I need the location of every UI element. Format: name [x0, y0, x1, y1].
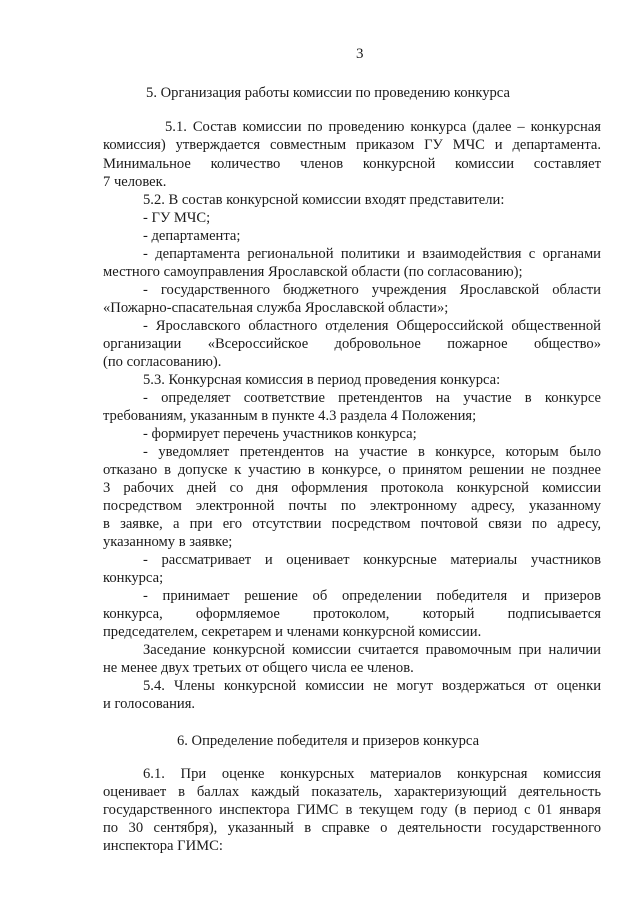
paragraph-line: отказано в допуске к участию в конкурсе, о принятом решении не позднее: [103, 462, 601, 478]
list-item: - определяет соответствие претендентов на участие в конкурсе: [143, 390, 601, 406]
paragraph-line: указанному в заявке;: [103, 534, 233, 550]
paragraph-line: «Пожарно-спасательная служба Ярославской области»;: [103, 300, 449, 316]
paragraph-line: Минимальное количество членов конкурсной комиссии составляет: [103, 156, 601, 172]
paragraph-line: 7 человек.: [103, 174, 167, 190]
list-item: - департамента;: [143, 228, 241, 244]
list-item: - департамента региональной политики и взаимодействия с органами: [143, 246, 601, 262]
list-item: - ГУ МЧС;: [143, 210, 211, 226]
paragraph-line: 5.1. Состав комиссии по проведению конкурса (далее – конкурсная: [165, 119, 601, 135]
paragraph-line: инспектора ГИМС:: [103, 838, 223, 854]
paragraph-line: в заявке, а при его отсутствии посредством почтовой связи по адресу,: [103, 516, 601, 532]
list-item: - формирует перечень участников конкурса;: [143, 426, 417, 442]
paragraph-line: 6.1. При оценке конкурсных материалов конкурсная комиссия: [143, 766, 601, 782]
paragraph-line: 5.2. В состав конкурсной комиссии входят представители:: [143, 192, 505, 208]
paragraph-line: по 30 сентября), указанный в справке о деятельности государственного: [103, 820, 601, 836]
paragraph-line: местного самоуправления Ярославской области (по согласованию);: [103, 264, 523, 280]
paragraph-line: Заседание конкурсной комиссии считается правомочным при наличии: [143, 642, 601, 658]
section-6-heading: 6. Определение победителя и призеров конкурса: [176, 733, 480, 749]
paragraph-line: конкурса, оформляемое протоколом, который подписывается: [103, 606, 601, 622]
paragraph-line: 3 рабочих дней со дня оформления протокола конкурсной комиссии: [103, 480, 601, 496]
paragraph-line: посредством электронной почты по электронному адресу, указанному: [103, 498, 601, 514]
paragraph-line: организации «Всероссийское добровольное пожарное общество»: [103, 336, 601, 352]
list-item: - рассматривает и оценивает конкурсные материалы участников: [143, 552, 601, 568]
page-number: 3: [356, 46, 364, 62]
paragraph-line: оценивает в баллах каждый показатель, характеризующий деятельность: [103, 784, 601, 800]
paragraph-line: конкурса;: [103, 570, 164, 586]
paragraph-line: 5.4. Члены конкурсной комиссии не могут воздержаться от оценки: [143, 678, 601, 694]
list-item: - Ярославского областного отделения Общероссийской общественной: [143, 318, 601, 334]
list-item: - государственного бюджетного учреждения Ярославской области: [143, 282, 601, 298]
list-item: - уведомляет претендентов на участие в конкурсе, которым было: [143, 444, 601, 460]
paragraph-line: не менее двух третьих от общего числа ее членов.: [103, 660, 414, 676]
paragraph-line: председателем, секретарем и членами конкурсной комиссии.: [103, 624, 482, 640]
paragraph-line: (по согласованию).: [103, 354, 222, 370]
paragraph-line: 5.3. Конкурсная комиссия в период проведения конкурса:: [143, 372, 501, 388]
section-5-heading: 5. Организация работы комиссии по проведению конкурса: [146, 85, 510, 101]
paragraph-line: требованиям, указанным в пункте 4.3 раздела 4 Положения;: [103, 408, 477, 424]
paragraph-line: и голосования.: [103, 696, 196, 712]
paragraph-line: государственного инспектора ГИМС в текущем году (в период с 01 января: [103, 802, 601, 818]
paragraph-line: комиссия) утверждается совместным приказом ГУ МЧС и департамента.: [103, 137, 601, 153]
list-item: - принимает решение об определении победителя и призеров: [143, 588, 601, 604]
